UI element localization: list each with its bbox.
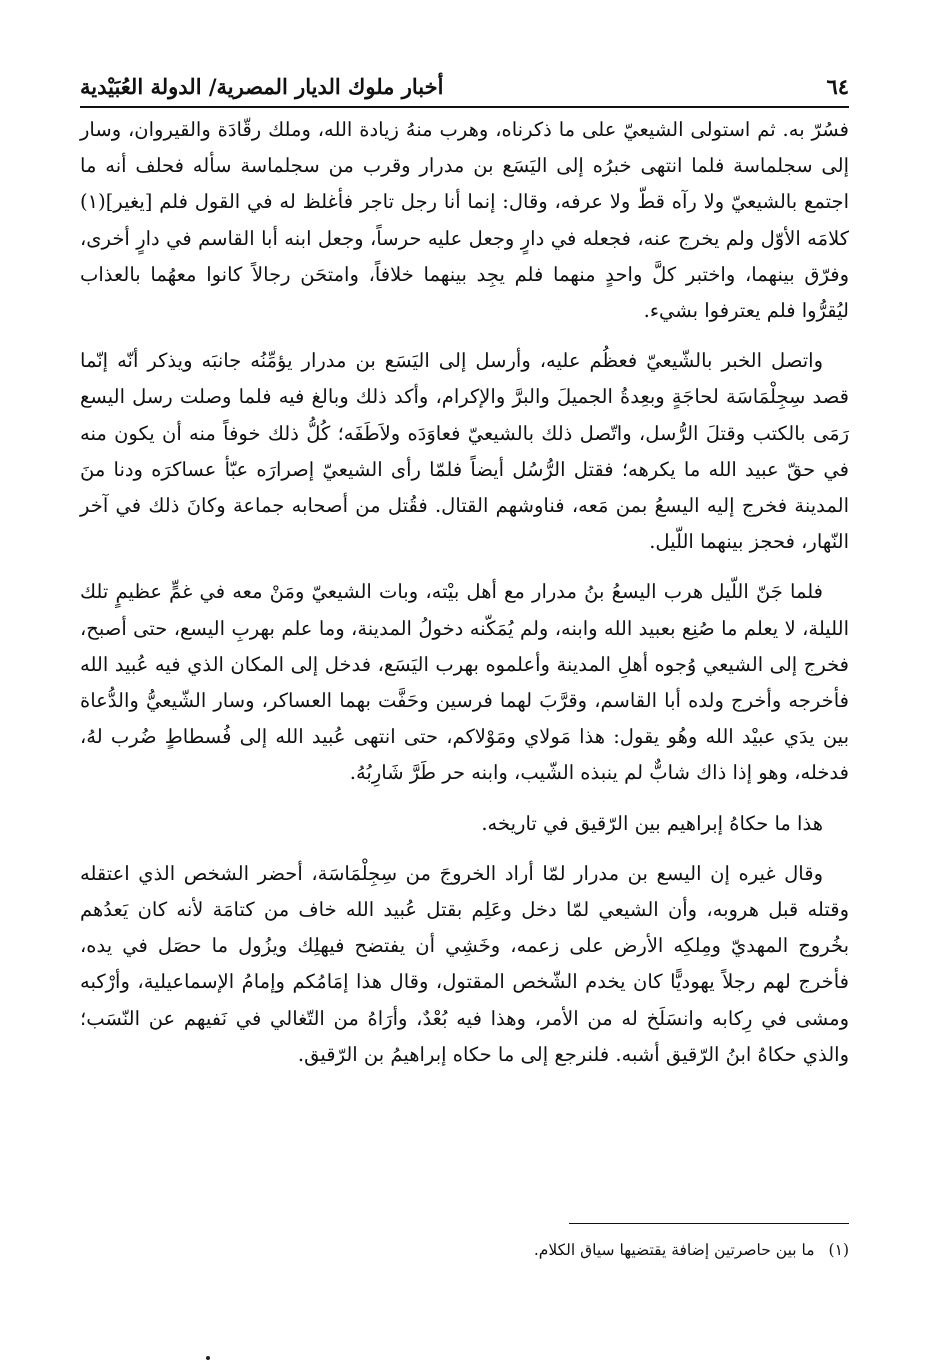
scan-speck: [206, 1356, 210, 1360]
footnote-divider: [569, 1223, 849, 1224]
page-header: [80, 62, 849, 102]
paragraph-3: فلما جَنّ اللّيل هرب اليسعُ بنُ مدرار مع أهل بيْته، وبات الشيعيّ ومَنْ معه في غمٍّ عظيمٍ تلك الليلة، لا يعلم ما صُنِع بعبيد الله وابنه، ولم يُمَكّنه دخولُ المدينة، وما علم بهربِ اليسع، حتى أصبح، فخرج إلى الشيعي وُجوه أهلِ المدينة وأعلموه بهرب اليَسَع، فدخل إلى المكان الذي فيه عُبيد الله فأخرجه وأخرج ولده أبا القاسم، وقرَّبَ لهما فرسين وحَفَّت بهما العساكر، وسار الشّيعيُّ والدُّعاة بين يدَي عبيْد الله وهُو يقول: هذا مَولاي ومَوْلاكم، حتى انتهى عُبيد الله إلى فُسطاطٍ ضُرب لهُ، فدخله، وهو إذا ذاك شابٌّ لم ينبذه الشّيب، وابنه حر طَرَّ شَارِبُهُ.: [80, 580, 849, 785]
footnote: [80, 1236, 849, 1264]
paragraph-1: فسُرّ به. ثم استولى الشيعيّ على ما ذكرناه، وهرب منهُ زيادة الله، وملك رقّادَة والقيروان، وسار إلى سجلماسة فلما انتهى خبرُه إلى اليَسَع بن مدرار وقرب من سجلماسة سأله فحلف أنه ما اجتمع بالشيعيّ ولا رآه قطّ ولا عرفه، وقال: إنما أنا رجل تاجر فأغلظ له في القول فلم [يغير](١) كلامَه الأوّل ولم يخرج عنه، فجعله في دارٍ وجعل عليه حرساً، وجعل ابنه أبا القاسم في دارٍ أخرى، وفرّق بينهما، واختبر كلَّ واحدٍ منهما فلم يجِد بينهما خلافاً، وامتحَن رجالاً كانوا معهُما بالعذاب ليُقرُّوا فلم يعترفوا بشيء.: [80, 118, 849, 323]
paragraph-2: واتصل الخبر بالشّيعيّ فعظُم عليه، وأرسل إلى اليَسَع بن مدرار يؤمِّنُه جانبَه ويذكر أنّه إنّما قصد سِجِلْمَاسَة لحاجَةٍ وبعِدةُ الجميلَ والبرَّ والإكرام، وأكد ذلك وبالغ فيه فلما وصلت رسل اليسع رَمَى بالكتب وقتلَ الرُّسل، واتّصل ذلك بالشيعيّ فعاوَدَه ولاَطَفَه؛ كُلُّ ذلك خوفاً منه أن يكون منه في حقّ عبيد الله ما يكرهه؛ فقتل الرُّسُل أيضاً فلمّا رأى الشيعيّ إصرارَه عبّأ عساكرَه ودنا منَ المدينة فخرج إليه اليسعُ بمن مَعه، فناوشهم القتال. فقُتل من أصحابه جماعة وكانَ ذلك في آخر النّهار، فحجز بينهما اللّيل.: [80, 349, 849, 554]
running-title: أخبار ملوك الديار المصرية/ الدولة العُبَيْدية: [80, 74, 444, 99]
paragraph-4: هذا ما حكاهُ إبراهيم بين الرّقيق في تاريخه.: [481, 811, 823, 835]
paragraph-5: وقال غيره إن اليسع بن مدرار لمّا أراد الخروجَ من سِجِلْمَاسَة، أحضر الشخص الذي اعتقله وقتله قبل هروبه، وأن الشيعي لمّا دخل وعَلِم بقتل عُبيد الله خاف من كتامَة لأنه كان يَعدُهم بخُروج المهديّ ومِلكِه الأرض على زعمه، وخَشِي أن يفتضح فيهلِك ويزُول ما حصَل في يده، فأخرج لهم رجلاً يهوديًّا كان يخدم الشّخص المقتول، وقال هذا إمَامُكم وإمامُ الإسماعيلية، وأرْكبه ومشى في رِكابه وانسَلَخ له من الأمر، وهذا فيه بُعْدٌ، وأرَاهُ من التّغالي في نَفيهم عن النّسَب؛ والذي حكاهُ ابنُ الرّقيق أشبه. فلنرجع إلى ما حكاه إبراهيمُ بن الرّقيق.: [80, 861, 849, 1066]
header-divider: [80, 106, 849, 108]
page-number: ٦٤: [826, 74, 849, 99]
footnote-text: ما بين حاصرتين إضافة يقتضيها سياق الكلام.: [533, 1241, 815, 1259]
main-text: [80, 112, 849, 1087]
footnote-marker: (١): [828, 1241, 849, 1259]
